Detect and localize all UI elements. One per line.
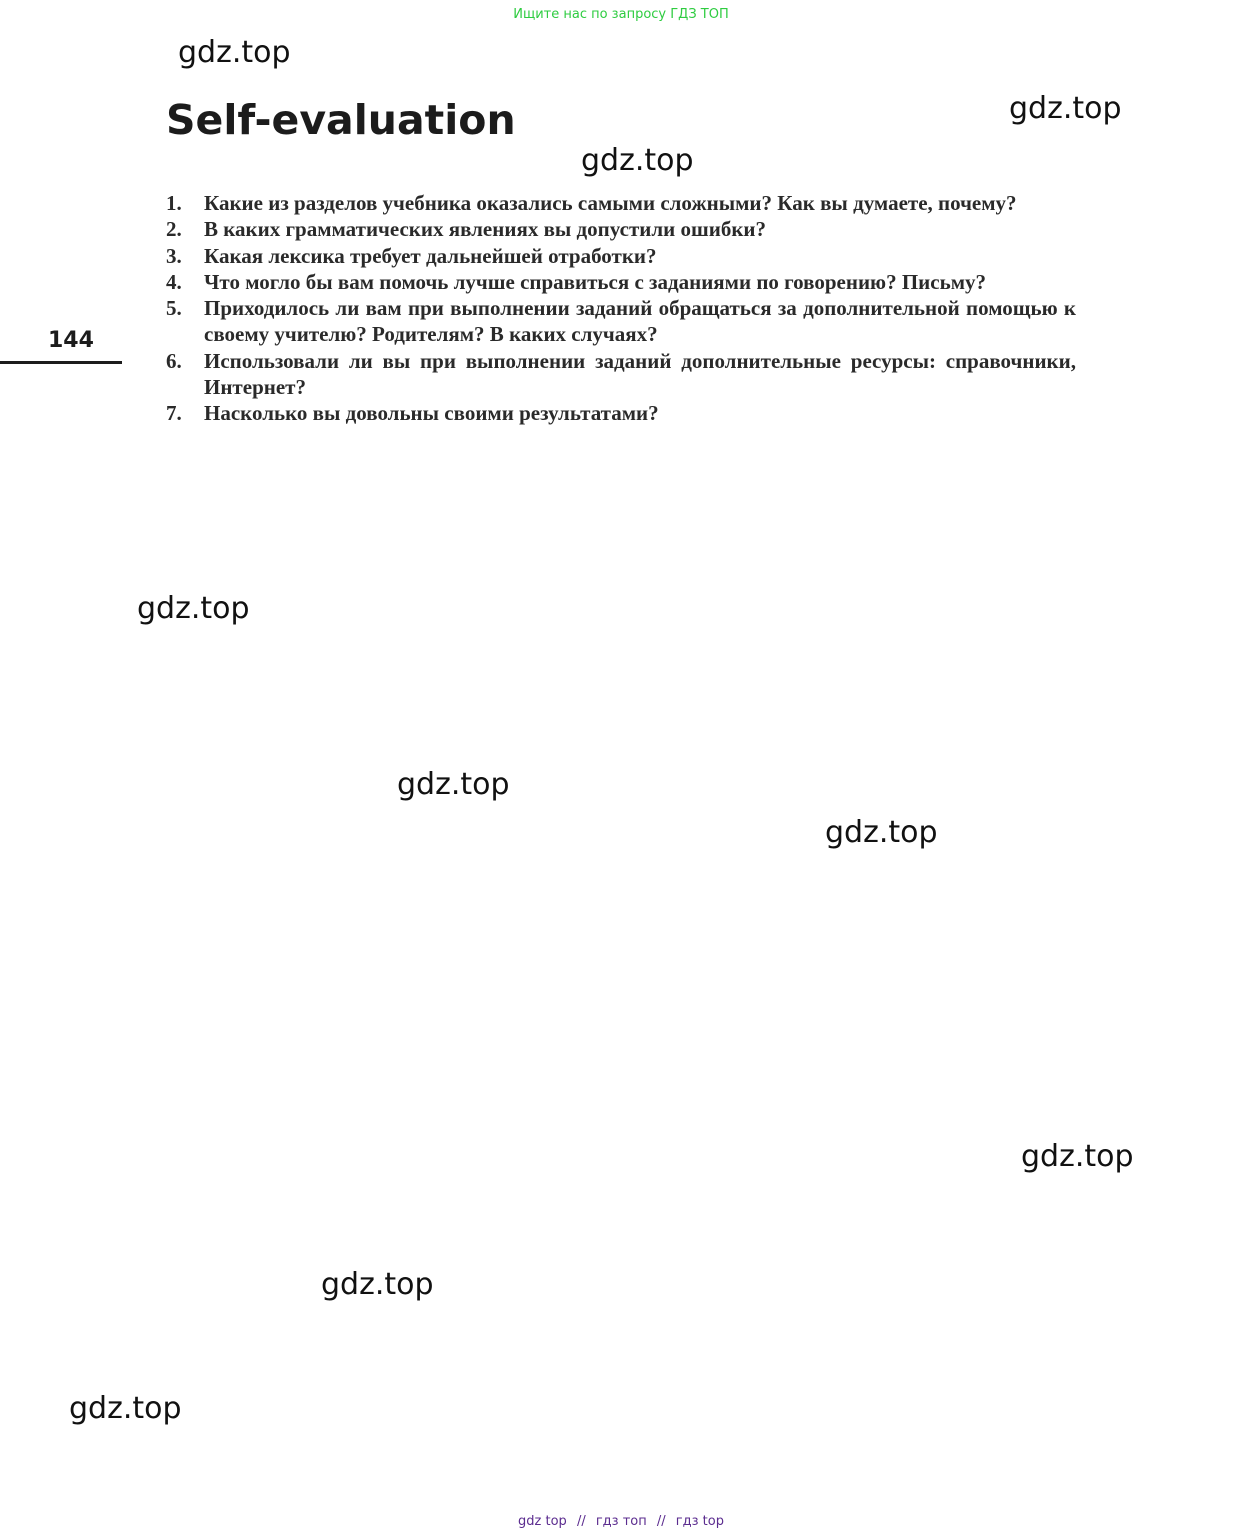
- footer-link-gdz-top[interactable]: gdz top: [518, 1514, 567, 1529]
- question-text: Какая лексика требует дальнейшей отработки?: [204, 243, 657, 268]
- question-number: 6.: [166, 348, 182, 373]
- watermark: gdz.top: [825, 815, 938, 850]
- question-number: 1.: [166, 191, 182, 215]
- question-text: Приходилось ли вам при выполнении заданий обращаться за дополнительной помощью к своему учителю? Родителям? В каких случаях?: [204, 296, 1076, 347]
- top-banner[interactable]: Ищите нас по запросу ГДЗ ТОП: [513, 7, 729, 22]
- footer-link-gdz-top-mixed[interactable]: гдз top: [675, 1514, 724, 1529]
- question-text: Что могло бы вам помочь лучше справиться с заданиями по говорению? Письму?: [204, 269, 987, 294]
- page-title: Self-evaluation: [166, 96, 516, 144]
- watermark: gdz.top: [1009, 91, 1122, 126]
- watermark: gdz.top: [1021, 1139, 1134, 1174]
- question-text: Какие из разделов учебника оказались самыми сложными? Как вы думаете, почему?: [204, 191, 1017, 215]
- watermark: gdz.top: [69, 1391, 182, 1426]
- page-number-rule: [0, 361, 122, 364]
- page-number: 144: [48, 328, 94, 353]
- list-item: [166, 269, 1076, 295]
- watermark: gdz.top: [581, 143, 694, 178]
- list-item: [166, 216, 1076, 242]
- list-item: [166, 190, 1076, 216]
- footer-separator: //: [656, 1514, 666, 1529]
- list-item: [166, 243, 1076, 269]
- watermark: gdz.top: [321, 1267, 434, 1302]
- list-item: [166, 295, 1076, 348]
- list-item: [166, 400, 1076, 426]
- question-text: В каких грамматических явлениях вы допустили ошибки?: [204, 217, 767, 242]
- footer-link-gdz-top-ru[interactable]: гдз топ: [595, 1514, 647, 1529]
- question-number: 4.: [166, 269, 182, 294]
- watermark: gdz.top: [397, 767, 510, 802]
- footer-links: [0, 1514, 1242, 1529]
- list-item: [166, 348, 1076, 401]
- watermark: gdz.top: [137, 591, 250, 626]
- watermark: gdz.top: [178, 35, 291, 70]
- footer-separator: //: [576, 1514, 586, 1529]
- question-text: Насколько вы довольны своими результатами?: [204, 401, 659, 426]
- question-list: [166, 190, 1076, 427]
- question-text: Использовали ли вы при выполнении заданий дополнительные ресурсы: справочники, Интернет?: [204, 348, 1076, 400]
- question-number: 2.: [166, 217, 182, 242]
- question-number: 3.: [166, 243, 182, 268]
- question-number: 5.: [166, 296, 182, 321]
- question-number: 7.: [166, 401, 182, 426]
